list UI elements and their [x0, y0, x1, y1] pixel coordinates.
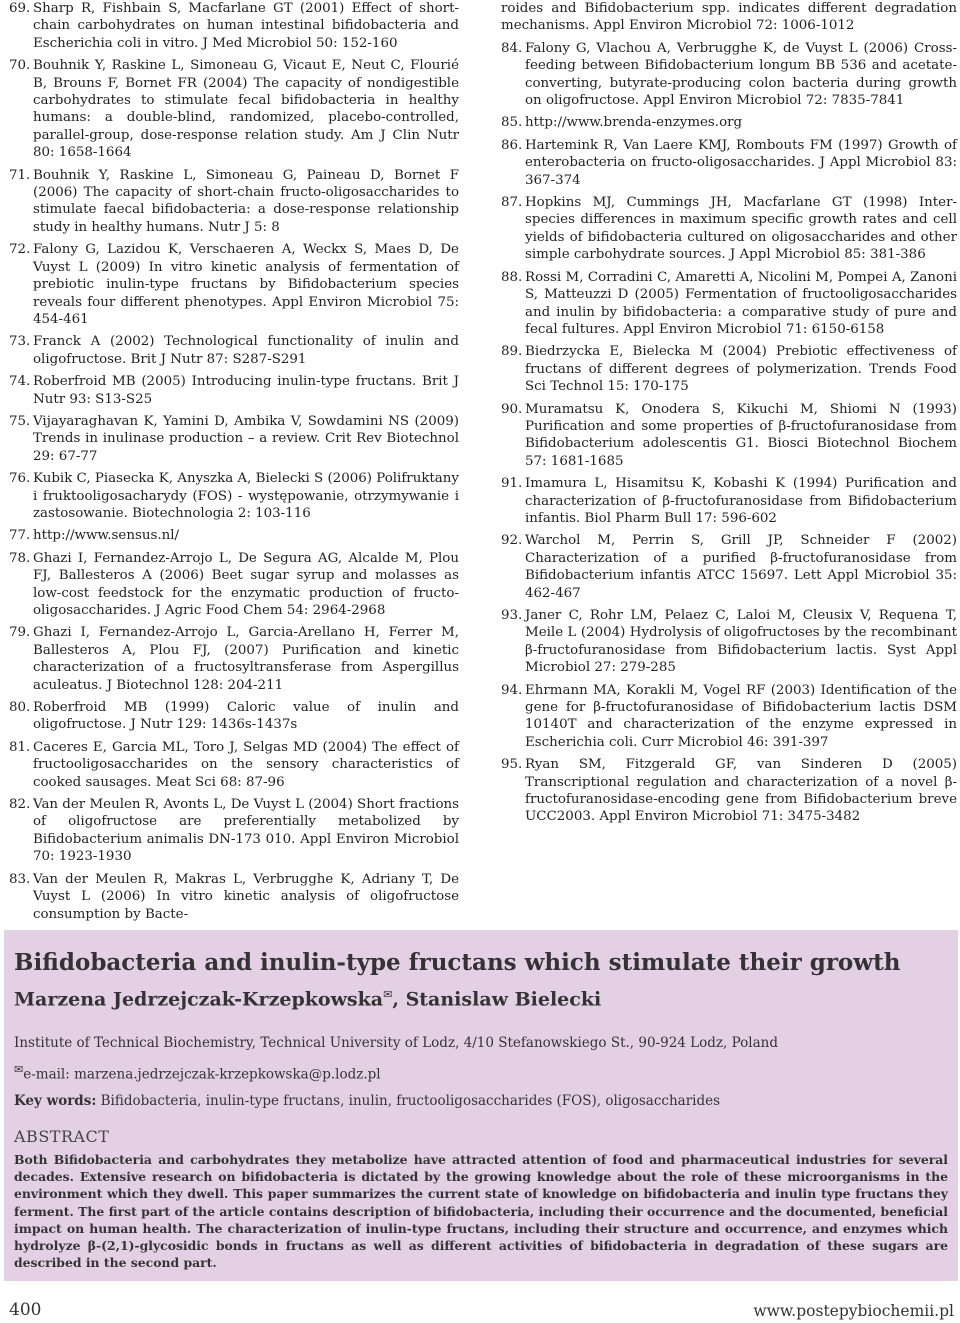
reference-number: 78.: [9, 550, 31, 566]
reference-number: 83.: [9, 871, 31, 887]
reference-number: 90.: [501, 401, 523, 417]
reference-text: Roberfroid MB (1999) Caloric value of inulin and oligofructose. J Nutr 129: 1436s-1437s: [33, 700, 459, 733]
reference-number: 80.: [9, 700, 31, 716]
email-line: [14, 1063, 381, 1083]
reference-item: [501, 756, 957, 826]
reference-number: 77.: [9, 528, 31, 544]
reference-item: [9, 796, 459, 866]
reference-item: [501, 401, 957, 471]
reference-text: Van der Meulen R, Makras L, Verbrugghe K, Adriany T, De Vuyst L (2006) In vitro kinetic analysis of oligofructose consumption by Bacte-: [33, 871, 459, 922]
reference-text: Caceres E, Garcia ML, Toro J, Selgas MD (2004) The effect of fructooligosaccharides on the sensory characteristics of cooked sausages. Meat Sci 68: 87-96: [33, 739, 459, 790]
reference-number: 91.: [501, 476, 523, 492]
reference-number: 74.: [9, 374, 31, 390]
author-separator: ,: [392, 988, 406, 1011]
reference-item: [9, 527, 459, 544]
keywords-text: Bifidobacteria, inulin-type fructans, inulin, fructooligosaccharides (FOS), oligosaccharides: [96, 1093, 721, 1109]
reference-number: 72.: [9, 242, 31, 258]
reference-text: Rossi M, Corradini C, Amaretti A, Nicolini M, Pompei A, Zanoni S, Matteuzzi D (2005) Fermentation of fructooligosaccharides and inulin by bifidobacteria: a comparative study of pure and fecal fultures. Appl Environ Microbiol 71: 6150-6158: [525, 269, 957, 337]
affiliation: Institute of Technical Biochemistry, Technical University of Lodz, 4/10 Stefanowskiego St., 90-924 Lodz, Poland: [14, 1035, 778, 1051]
reference-number: 93.: [501, 608, 523, 623]
envelope-icon: ✉: [383, 988, 393, 1001]
reference-number: 81.: [9, 739, 31, 755]
reference-number: 76.: [9, 471, 31, 487]
reference-item: [9, 0, 459, 52]
reference-text: Falony G, Vlachou A, Verbrugghe K, de Vuyst L (2006) Cross-feeding between Bifidobacterium longum BB 536 and acetate-converting, butyrate-producing colon bacteria during growth on oligofructose. Appl Environ Microbiol 72: 7835-7841: [525, 40, 957, 109]
reference-text: Muramatsu K, Onodera S, Kikuchi M, Shiomi N (1993) Purification and some properties of β-fructofuranosidase from Bifidobacterium adolescentis G1. Biosci Biotechnol Biochem 57: 1681-1685: [525, 401, 957, 469]
page-number: 400: [9, 1300, 42, 1320]
reference-text: Bouhnik Y, Raskine L, Simoneau G, Paineau D, Bornet F (2006) The capacity of short-chain fructo-oligosaccharides to stimulate faecal bifidobacteria: a dose-response relationship study in healthy humans. Nutr J 5: 8: [33, 167, 459, 235]
reference-number: 84.: [501, 40, 523, 56]
reference-text: Kubik C, Piasecka K, Anyszka A, Bielecki S (2006) Polifruktany i fruktooligosacharydy (FOS) - występowanie, otrzymywanie i zastosowanie. Biotechnologia 2: 103-116: [33, 471, 459, 521]
reference-item: [501, 137, 957, 189]
reference-number: 70.: [9, 58, 31, 74]
reference-number: 88.: [501, 269, 523, 285]
reference-number: 89.: [501, 344, 523, 360]
reference-number: 85.: [501, 115, 523, 131]
author-line: [14, 988, 601, 1010]
abstract-heading: ABSTRACT: [14, 1127, 110, 1146]
reference-number: 69.: [9, 1, 31, 16]
reference-text: Hopkins MJ, Cummings JH, Macfarlane GT (1998) Inter-species differences in maximum specific growth rates and cell yields of bifidobacteria cultured on oligosaccharides and other simple carbohydrate sources. J Appl Microbiol 85: 381-386: [525, 195, 957, 263]
reference-text: Van der Meulen R, Avonts L, De Vuyst L (2004) Short fractions of oligofructose are preferentially metabolized by Bifidobacterium animalis DN-173 010. Appl Environ Microbiol 70: 1923-1930: [33, 797, 460, 865]
reference-text: Bouhnik Y, Raskine L, Simoneau G, Vicaut E, Neut C, Flourié B, Brouns F, Bornet FR (2004) The capacity of nondigestible carbohydrates to stimulate fecal bifidobacteria in healthy humans: a double-blind, randomized, placebo-controlled, parallel-group, dose-response relation study. Am J Clin Nutr 80: 1658-1664: [33, 58, 459, 161]
abstract-text: Both Bifidobacteria and carbohydrates they metabolize have attracted attention of food and pharmaceutical industries for several decades. Extensive research on bifidobacteria is dictated by the growing knowledge about the role of these microorganisms in the environment which they dwell. This paper summarizes the current state of knowledge on bifidobacteria and inulin type fructans they ferment. The first part of the article contains description of bifidobacteria, including their occurrence and the documented, beneficial impact on human health. The characterization of inulin-type fructans, including their structure and occurrence, and enzymes which hydrolyze β-(2,1)-glycosidic bonds in fructans as well as different activities of bifidobacteria in degradation of these sugars are described in the second part.: [14, 1152, 948, 1271]
reference-item: [501, 114, 957, 131]
reference-text: Franck A (2002) Technological functionality of inulin and oligofructose. Brit J Nutr 87: S287-S291: [33, 334, 459, 367]
reference-text: Hartemink R, Van Laere KMJ, Rombouts FM (1997) Growth of enterobacteria on fructo-oligosaccharides. J Appl Microbiol 83: 367-374: [525, 137, 957, 188]
email-address: e-mail: marzena.jedrzejczak-krzepkowska@p.lodz.pl: [23, 1066, 381, 1083]
reference-item: [9, 333, 459, 368]
reference-text: Ghazi I, Fernandez-Arrojo L, De Segura AG, Alcalde M, Plou FJ, Ballesteros A (2006) Beet sugar syrup and molasses as low-cost feedstock for the enzymatic production of fructo-oligosaccharides. J Agric Food Chem 54: 2964-2968: [33, 550, 459, 618]
reference-item: [9, 871, 459, 923]
reference-number: 75.: [9, 413, 31, 429]
reference-text: Warchol M, Perrin S, Grill JP, Schneider F (2002) Characterization of a purified β-fructofuranosidase from Bifidobacterium infantis ATCC 15697. Lett Appl Microbiol 35: 462-467: [525, 533, 957, 601]
reference-item: [9, 470, 459, 522]
reference-number: 95.: [501, 757, 523, 773]
reference-text: Vijayaraghavan K, Yamini D, Ambika V, Sowdamini NS (2009) Trends in inulinase production – a review. Crit Rev Biotechnol 29: 67-77: [33, 413, 459, 464]
reference-text: Ehrmann MA, Korakli M, Vogel RF (2003) Identification of the gene for β-fructofuranosidase of Bifidobacterium lactis DSM 10140T and characterization of the enzyme expressed in Escherichia coli. Curr Microbiol 46: 391-397: [525, 682, 957, 750]
author-name: Stanislaw Bielecki: [405, 988, 602, 1011]
keywords-line: [14, 1093, 720, 1109]
reference-item: [9, 413, 459, 465]
reference-number: 87.: [501, 195, 523, 211]
reference-text: Imamura L, Hisamitsu K, Kobashi K (1994) Purification and characterization of β-fructofuranosidase from Bifidobacterium infantis. Biol Pharm Bull 17: 596-602: [525, 476, 957, 526]
article-title: Bifidobacteria and inulin-type fructans which stimulate their growth: [14, 949, 901, 976]
reference-item: [501, 343, 957, 395]
author-name: Marzena Jedrzejczak-Krzepkowska: [14, 988, 384, 1011]
reference-number: 92.: [501, 533, 523, 549]
reference-text: Biedrzycka E, Bielecka M (2004) Prebiotic effectiveness of fructans of different degrees of polymerization. Trends Food Sci Technol 15: 170-175: [525, 344, 957, 395]
reference-item: [9, 699, 459, 734]
reference-item: [9, 167, 459, 237]
reference-number: 82.: [9, 797, 31, 813]
reference-item: [501, 607, 957, 677]
reference-item: [501, 682, 957, 752]
reference-item: [9, 241, 459, 328]
reference-item: [501, 532, 957, 602]
reference-text: Ryan SM, Fitzgerald GF, van Sinderen D (2005) Transcriptional regulation and characterization of a novel β-fructofuranosidase-encoding gene from Bifidobacterium breve UCC2003. Appl Environ Microbiol 71: 3475-3482: [525, 757, 957, 825]
keywords-label: Key words:: [14, 1093, 97, 1109]
reference-number: 73.: [9, 334, 31, 350]
reference-text: Ghazi I, Fernandez-Arrojo L, Garcia-Arellano H, Ferrer M, Ballesteros A, Plou FJ, (2007) Purification and kinetic characterization of a fructosyltransferase from Aspergillus aculeatus. J Biotechnol 128: 204-211: [33, 625, 459, 693]
reference-item: [9, 57, 459, 161]
reference-item: [9, 624, 459, 694]
reference-text: Falony G, Lazidou K, Verschaeren A, Weckx S, Maes D, De Vuyst L (2009) In vitro kinetic analysis of fermentation of prebiotic inulin-type fructans by Bifidobacterium species reveals four different phenotypes. Appl Environ Microbiol 75: 454-461: [33, 242, 459, 327]
reference-item: [9, 373, 459, 408]
reference-number: 86.: [501, 137, 523, 153]
reference-text: Janer C, Rohr LM, Pelaez C, Laloi M, Cleusix V, Requena T, Meile L (2004) Hydrolysis of oligofructoses by the recombinant β-fructofuranosidase from Bifidobacterium lactis. Syst Appl Microbiol 27: 279-285: [525, 608, 957, 676]
references-left-column: [9, 0, 459, 928]
references-right-column: [501, 0, 957, 831]
reference-continuation: roides and Bifidobacterium spp. indicates different degradation mechanisms. Appl Environ Microbiol 72: 1006-1012: [501, 1, 957, 34]
reference-number: 71.: [9, 167, 31, 183]
reference-item: [9, 739, 459, 791]
reference-text: http://www.sensus.nl/: [33, 528, 180, 544]
reference-number: 79.: [9, 625, 31, 641]
reference-item: [9, 550, 459, 620]
reference-item: [501, 269, 957, 339]
reference-item: [501, 475, 957, 527]
reference-text: http://www.brenda-enzymes.org: [525, 115, 743, 131]
reference-item: [501, 194, 957, 264]
website-link[interactable]: www.postepybiochemii.pl: [753, 1302, 954, 1320]
envelope-icon: ✉: [14, 1063, 24, 1076]
reference-item: [501, 40, 957, 110]
reference-text: Roberfroid MB (2005) Introducing inulin-type fructans. Brit J Nutr 93: S13-S25: [33, 374, 459, 407]
reference-number: 94.: [501, 682, 523, 698]
reference-text: Sharp R, Fishbain S, Macfarlane GT (2001) Effect of short-chain carbohydrates on human intestinal bifidobacteria and Escherichia coli in vitro. J Med Microbiol 50: 152-160: [33, 1, 459, 51]
